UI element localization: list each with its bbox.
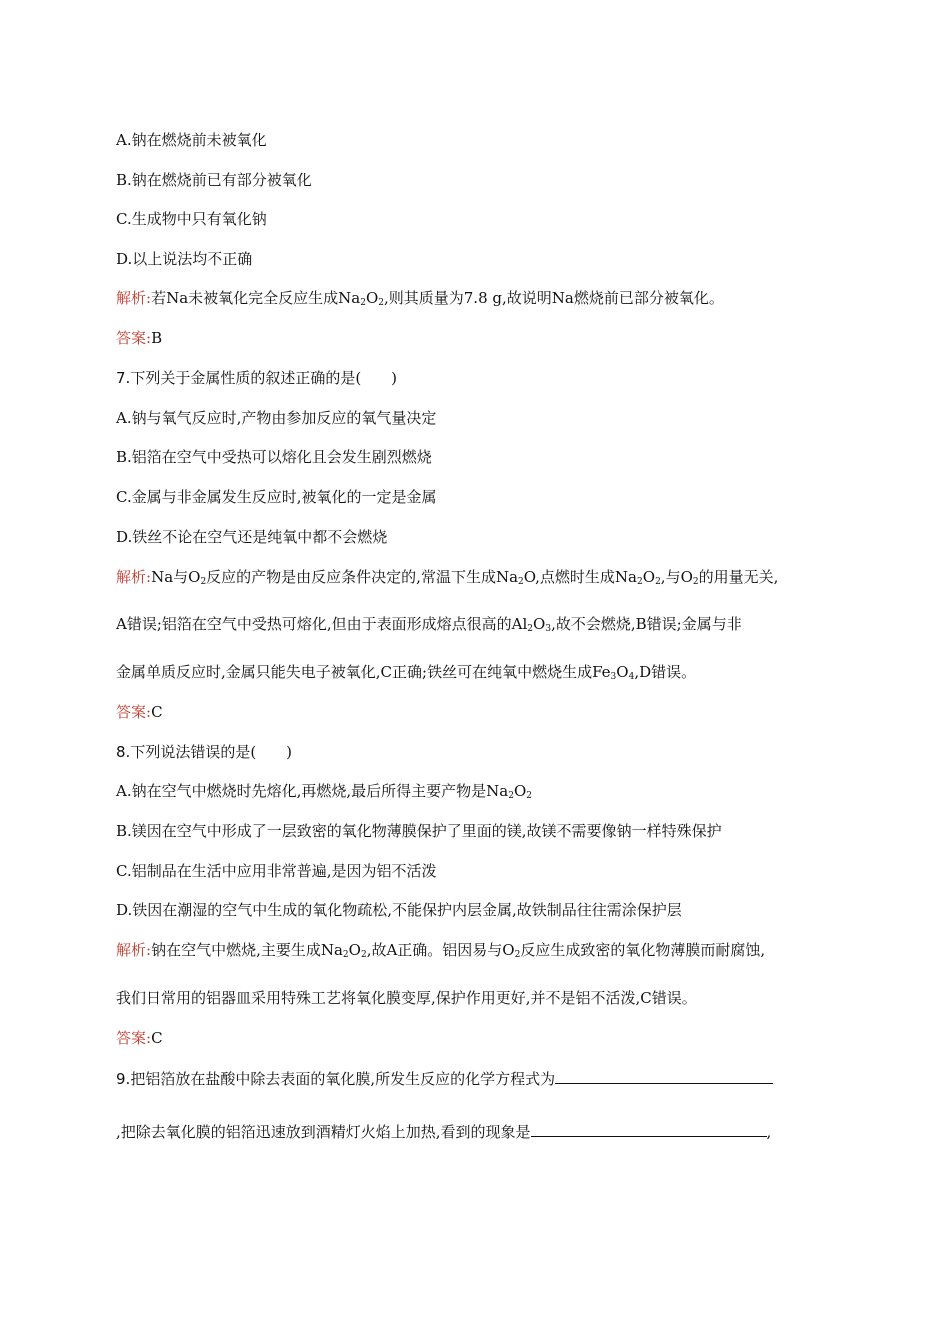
answer-blank[interactable] (531, 1121, 767, 1137)
answer-value: B (151, 329, 163, 347)
answer-blank[interactable] (555, 1068, 773, 1084)
question-number: 8. (116, 743, 131, 761)
answer-value: C (151, 703, 163, 721)
analysis-text: A错误;铝箔在空气中受热可熔化,但由于表面形成熔点很高的Al (116, 615, 528, 633)
question-text: 下列说法错误的是( ) (130, 743, 293, 761)
question-text: 把铝箔放在盐酸中除去表面的氧化膜,所发生反应的化学方程式为 (130, 1070, 556, 1088)
analysis-text: Na与O (151, 568, 201, 586)
analysis-text: O (365, 289, 379, 307)
analysis-label: 解析: (116, 941, 152, 959)
q8-option-c: C.铝制品在生活中应用非常普遍,是因为铝不活泼 (116, 862, 437, 880)
subscript: 4 (628, 672, 635, 682)
analysis-label: 解析: (116, 289, 152, 307)
analysis-text: O (348, 941, 361, 959)
q8-option-a (116, 781, 532, 801)
analysis-text: ,故A正确。铝因易与O (366, 941, 515, 959)
q8-option-b: B.镁因在空气中形成了一层致密的氧化物薄膜保护了里面的镁,故镁不需要像钠一样特殊保护 (116, 822, 722, 840)
analysis-label: 解析: (116, 568, 152, 586)
q7-analysis-line-3 (116, 662, 696, 682)
question-text: 下列关于金属性质的叙述正确的是( ) (130, 369, 398, 387)
subscript: 2 (692, 577, 699, 587)
subscript: 2 (360, 950, 367, 960)
q7-answer (116, 702, 163, 722)
question-text: , (766, 1123, 772, 1141)
q7-option-d: D.铁丝不论在空气还是纯氧中都不会燃烧 (116, 528, 388, 546)
q7-analysis-line-2 (116, 614, 742, 634)
option-text: A.钠在空气中燃烧时先熔化,再燃烧,最后所得主要产物是Na (116, 782, 509, 800)
q8-option-d: D.铁因在潮湿的空气中生成的氧化物疏松,不能保护内层金属,故铁制品往往需涂保护层 (116, 901, 682, 919)
option-text: O (513, 782, 527, 800)
q6-answer (116, 328, 162, 348)
q7-option-c: C.金属与非金属发生反应时,被氧化的一定是金属 (116, 488, 437, 506)
subscript: 2 (518, 577, 524, 587)
q6-option-d: D.以上说法均不正确 (116, 250, 253, 268)
q9-stem (116, 1068, 773, 1089)
q7-option-a: A.钠与氧气反应时,产物由参加反应的氧气量决定 (116, 409, 437, 427)
q7-analysis-line-1 (116, 567, 778, 587)
analysis-text: ,D错误。 (634, 663, 697, 681)
q7-stem (116, 368, 397, 388)
q8-analysis-line-1 (116, 940, 765, 960)
subscript: 2 (637, 577, 643, 587)
analysis-text: O (533, 615, 546, 633)
subscript: 3 (545, 624, 552, 634)
question-number: 9. (116, 1070, 131, 1088)
subscript: 3 (610, 672, 617, 682)
analysis-text: O (642, 568, 656, 586)
analysis-text: 金属单质反应时,金属只能失电子被氧化,C正确;铁丝可在纯氧中燃烧生成Fe (116, 663, 611, 681)
q7-option-b: B.铝箔在空气中受热可以熔化且会发生剧烈燃烧 (116, 448, 432, 466)
answer-value: C (151, 1029, 163, 1047)
analysis-text: 若Na未被氧化完全反应生成Na (151, 289, 361, 307)
subscript: 2 (378, 298, 384, 308)
q6-option-b: B.钠在燃烧前已有部分被氧化 (116, 171, 312, 189)
q8-stem (116, 742, 292, 762)
subscript: 2 (200, 577, 207, 587)
question-text: ,把除去氧化膜的铝箔迅速放到酒精灯火焰上加热,看到的现象是 (116, 1123, 531, 1141)
subscript: 2 (342, 950, 349, 960)
analysis-text: ,则其质量为7.8 g,故说明Na燃烧前已部分被氧化。 (383, 289, 724, 307)
analysis-text: ,故不会燃烧,B错误;金属与非 (551, 615, 742, 633)
analysis-text: O,点燃时生成Na (523, 568, 638, 586)
answer-label: 答案: (116, 703, 152, 721)
analysis-text: 的用量无关, (698, 568, 779, 586)
subscript: 2 (508, 791, 514, 801)
analysis-text: 钠在空气中燃烧,主要生成Na (151, 941, 343, 959)
subscript: 2 (360, 298, 366, 308)
answer-label: 答案: (116, 1029, 152, 1047)
q6-option-a: A.钠在燃烧前未被氧化 (116, 131, 267, 149)
analysis-text: ,与O (660, 568, 693, 586)
subscript: 2 (514, 950, 521, 960)
analysis-text: O (616, 663, 629, 681)
analysis-text: 反应的产物是由反应条件决定的,常温下生成Na (206, 568, 519, 586)
q6-option-c: C.生成物中只有氧化钠 (116, 210, 267, 228)
q8-analysis-line-2: 我们日常用的铝器皿采用特殊工艺将氧化膜变厚,保护作用更好,并不是铝不活泼,C错误。 (116, 989, 697, 1007)
q6-analysis (116, 288, 724, 308)
subscript: 2 (527, 624, 534, 634)
subscript: 2 (526, 791, 532, 801)
analysis-text: 反应生成致密的氧化物薄膜而耐腐蚀, (520, 941, 766, 959)
subscript: 2 (655, 577, 661, 587)
question-number: 7. (116, 369, 131, 387)
q9-continuation (116, 1121, 771, 1142)
q8-answer (116, 1028, 163, 1048)
answer-label: 答案: (116, 329, 152, 347)
